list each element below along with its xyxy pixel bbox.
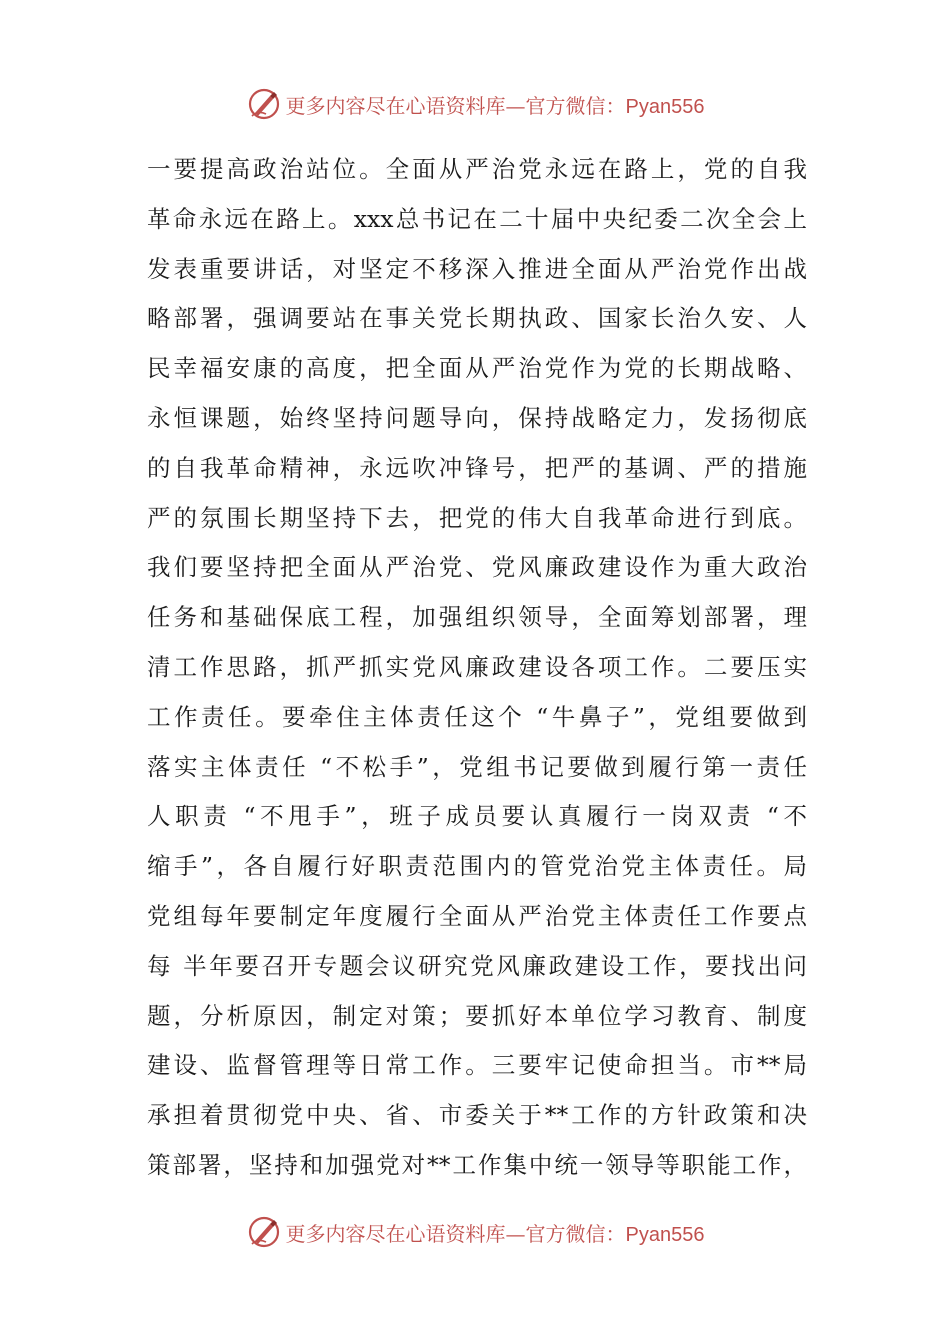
text-line: 一要提高政治站位。全面从严治党永远在路上，党的自我 <box>147 155 807 183</box>
watermark-text: 更多内容尽在心语资料库—官方微信：Pyan556 <box>285 93 705 118</box>
text-line: 民幸福安康的高度，把全面从严治党作为党的长期战略、 <box>147 354 807 383</box>
text-line: 我们要坚持把全面从严治党、党风廉政建设作为重大政治 <box>147 553 807 582</box>
text-line: 人职责 “不甩手”，班子成员要认真履行一岗双责 “不 <box>147 802 807 831</box>
text-line: 承担着贯彻党中央、省、市委关于**工作的方针政策和决 <box>147 1101 807 1130</box>
header-watermark <box>0 84 950 124</box>
text-line: 革命永远在路上。xxx总书记在二十届中央纪委二次全会上 <box>147 204 807 233</box>
pen-logo-icon <box>246 86 282 122</box>
text-line: 的自我革命精神，永远吹冲锋号，把严的基调、严的措施 <box>147 453 807 482</box>
text-line: 略部署，强调要站在事关党长期执政、国家长治久安、人 <box>147 304 807 333</box>
footer-watermark <box>0 1212 950 1252</box>
pen-logo-icon <box>246 1214 282 1250</box>
watermark-text: 更多内容尽在心语资料库—官方微信：Pyan556 <box>285 1221 705 1246</box>
text-line: 党组每年要制定年度履行全面从严治党主体责任工作要点 <box>147 901 807 930</box>
document-body <box>147 145 807 1191</box>
text-line: 严的氛围长期坚持下去，把党的伟大自我革命进行到底。 <box>147 503 807 532</box>
text-line: 每 半年要召开专题会议研究党风廉政建设工作，要找出问 <box>147 951 807 980</box>
text-line: 题，分析原因，制定对策；要抓好本单位学习教育、制度 <box>147 1001 807 1030</box>
text-line: 缩手”，各自履行好职责范围内的管党治党主体责任。局 <box>147 852 807 881</box>
text-line: 策部署，坚持和加强党对**工作集中统一领导等职能工作， <box>147 1150 807 1179</box>
text-line: 发表重要讲话，对坚定不移深入推进全面从严治党作出战 <box>147 254 807 283</box>
text-line: 工作责任。要牵住主体责任这个 “牛鼻子”，党组要做到 <box>147 702 807 731</box>
text-line: 清工作思路，抓严抓实党风廉政建设各项工作。二要压实 <box>147 652 807 681</box>
text-line: 落实主体责任 “不松手”，党组书记要做到履行第一责任 <box>147 752 807 781</box>
text-line: 建设、监督管理等日常工作。三要牢记使命担当。市**局 <box>147 1051 807 1080</box>
text-line: 任务和基础保底工程，加强组织领导，全面筹划部署，理 <box>147 603 807 632</box>
text-line: 永恒课题，始终坚持问题导向，保持战略定力，发扬彻底 <box>147 403 807 432</box>
